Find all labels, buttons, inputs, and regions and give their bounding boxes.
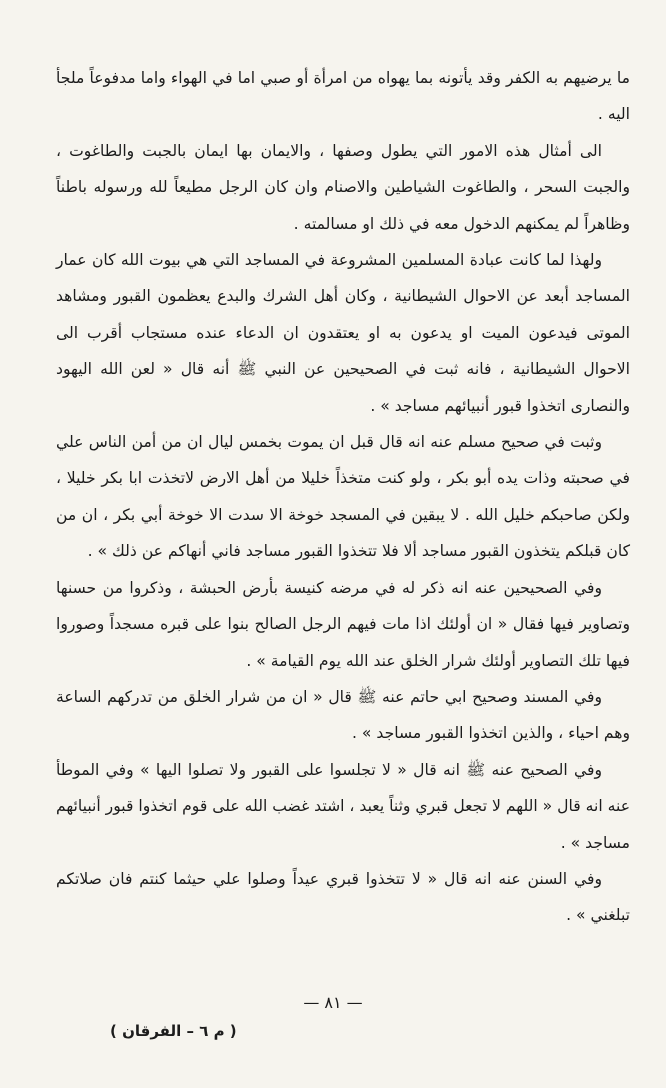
paragraph-8: وفي السنن عنه انه قال « لا تتخذوا قبري عيداً وصلوا علي حيثما كنتم فان صلاتكم تبلغني » . (56, 869, 630, 925)
printer-signature: ( م ٦ – الفرقان ) (110, 1022, 237, 1040)
page-number: — ٨١ — (303, 993, 363, 1012)
paragraph-5: وفي الصحيحين عنه انه ذكر له في مرضه كنيسة بأرض الحبشة ، وذكروا من حسنها وتصاوير فيها فقال « ان أولئك اذا مات فيهم الرجل الصالح بنوا على قبره مسجداً وصوروا فيها تلك التصاوير أولئك شرار الخلق عند الله يوم القيامة » . (56, 578, 630, 670)
paragraph-7: وفي الصحيح عنه ﷺ انه قال « لا تجلسوا على القبور ولا تصلوا اليها » وفي الموطأ عنه انه قال « اللهم لا تجعل قبري وثناً يعبد ، اشتد غضب الله على قوم اتخذوا قبور أنبيائهم مساجد » . (55, 760, 630, 852)
page-body (56, 60, 630, 934)
paragraph-3: ولهذا لما كانت عبادة المسلمين المشروعة في المساجد التي هي بيوت الله كان عمار المساجد أبعد عن الاحوال الشيطانية ، وكان أهل الشرك والبدع يعظمون القبور ومشاهد الموتى فيدعون الميت او يدعون به او يعتقدون ان الدعاء عنده مستجاب أقرب الى الاحوال الشيطانية ، فانه ثبت في الصحيحين عن النبي ﷺ أنه قال « لعن الله اليهود والنصارى اتخذوا قبور أنبيائهم مساجد » . (56, 251, 630, 415)
paragraph-6: وفي المسند وصحيح ابي حاتم عنه ﷺ قال « ان من شرار الخلق من تدركهم الساعة وهم احياء ، والذين اتخذوا القبور مساجد » . (56, 687, 630, 743)
paragraph-1: ما يرضيهم به الكفر وقد يأتونه بما يهواه من امرأة أو صبي اما في الهواء واما مدفوعاً ملجأ اليه . (56, 69, 630, 124)
paragraph-2: الى أمثال هذه الامور التي يطول وصفها ، والايمان بها ايمان بالجبت والطاغوت ، والجبت السحر ، والطاغوت الشياطين والاصنام وان كان الرجل مطيعاً لله ورسوله باطناً وظاهراً لم يمكنهم الدخول معه في ذلك او مسالمته . (56, 141, 630, 233)
paragraph-4: وثبت في صحيح مسلم عنه انه قال قبل ان يموت بخمس ليال ان من أمن الناس علي في صحبته وذات يده أبو بكر ، ولو كنت متخذاً خليلا من أهل الارض لاتخذت ابا بكر خليلا ، ولكن صاحبكم خليل الله . لا يبقين في المسجد خوخة الا سدت الا خوخة أبي بكر ، ان من كان قبلكم يتخذون القبور مساجد ألا فلا تتخذوا القبور مساجد فاني أنهاكم عن ذلك » . (56, 433, 630, 561)
